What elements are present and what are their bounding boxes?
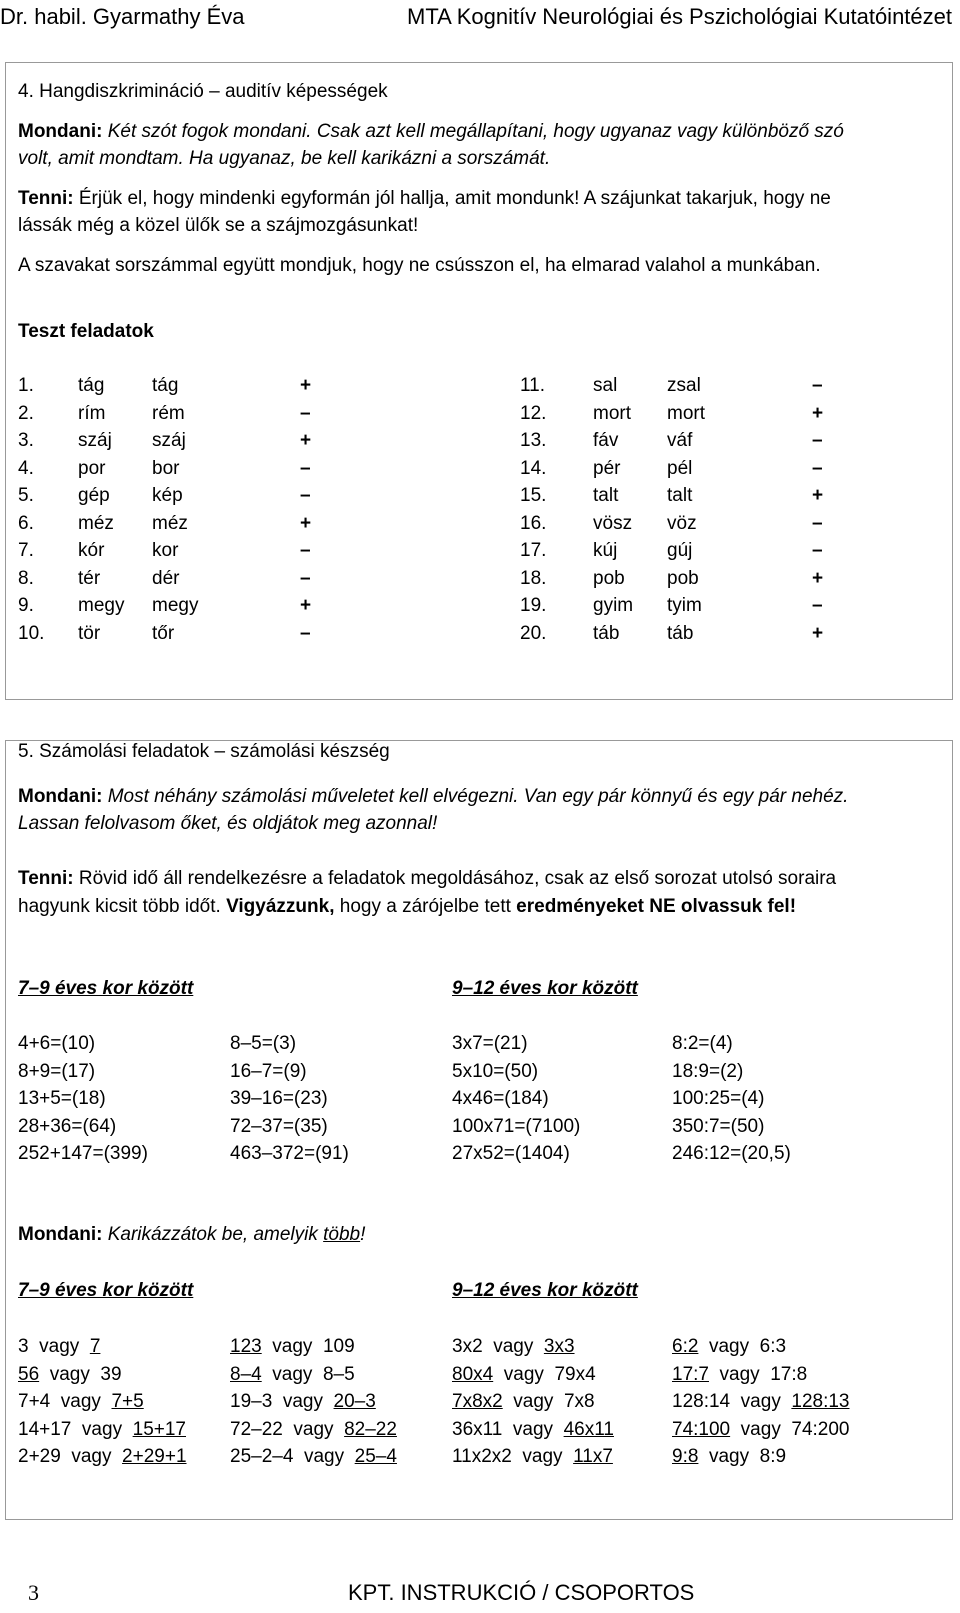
word-a: gyim [593,595,634,616]
compare-option-b: 82–22 [344,1418,397,1440]
compare-item [18,1419,186,1441]
compare-option-a: 6:2 [672,1336,699,1357]
tenni-line-2: lássák még a közel ülők se a szájmozgásunkat! [18,215,419,236]
vagy-text: vagy [71,1418,133,1440]
tenni-text-1: Érjük el, hogy mindenki egyformán jól hallja, amit mondunk! A szájunkat takarjuk, hogy ne [78,188,831,209]
word-b: megy [152,595,199,616]
item-number: 6. [18,512,34,534]
item-number: 3. [18,430,34,451]
compare-option-b: 109 [322,1336,355,1357]
compare-option-b: 7 [89,1336,101,1357]
compare-option-b: 3x3 [543,1336,575,1357]
compare-option-b: 6:3 [759,1336,787,1357]
tenni-line-1 [18,188,831,210]
calc-item: 72–37=(35) [230,1115,328,1137]
answer-sign: + [300,375,312,396]
compare-option-a: 7+4 [18,1391,51,1412]
calc-item: 463–372=(91) [230,1143,349,1164]
compare-option-a: 3x2 [452,1336,483,1357]
compare-option-a: 9:8 [672,1446,699,1467]
item-number: 20. [520,622,547,644]
item-number: 13. [520,430,547,451]
compare-item [18,1336,100,1358]
vagy-text: vagy [60,1446,123,1467]
item-number: 7. [18,540,34,561]
word-b: rém [152,402,185,424]
vagy-text: vagy [50,1391,112,1412]
section-4-title: 4. Hangdiszkrimináció – auditív képességek [18,81,388,102]
word-a: száj [78,430,112,451]
compare-option-b: 11x7 [573,1446,613,1467]
calc-item: 27x52=(1404) [452,1143,570,1164]
word-pair-list [6,375,952,655]
compare-option-b: 39 [100,1363,122,1385]
calc-item: 5x10=(50) [452,1060,539,1082]
answer-sign: – [812,595,823,616]
compare-option-a: 25–2–4 [230,1446,294,1467]
age-old-2-text: 9–12 éves kor között [452,1280,638,1301]
compare-item [452,1391,595,1413]
header-author: Dr. habil. Gyarmathy Éva [0,4,245,29]
calc-item: 4x46=(184) [452,1088,549,1109]
compare-option-b: 25–4 [354,1446,397,1467]
word-b: tyim [667,595,702,616]
answer-sign: – [812,430,823,451]
calc-item: 16–7=(9) [230,1060,307,1082]
word-b: méz [152,512,188,534]
calc-item: 39–16=(23) [230,1088,328,1109]
answer-sign: – [300,567,311,589]
page-header [0,2,960,34]
answer-sign: – [300,622,311,644]
answer-sign: + [812,622,824,644]
mondani-line-1 [18,121,844,143]
word-a: tör [78,622,101,644]
word-b: dér [152,567,180,589]
vagy-text: vagy [482,1336,544,1357]
vagy-text: vagy [708,1363,771,1385]
mondani-compare-text [108,1224,366,1245]
compare-option-b: 7x8 [563,1391,595,1412]
compare-item [672,1446,786,1468]
compare-option-b: 128:13 [791,1391,850,1412]
compare-item [230,1391,376,1413]
compare-option-b: 46x11 [563,1418,614,1440]
word-b: táb [667,622,694,644]
vagy-text: vagy [261,1336,323,1357]
age-young-2-text: 7–9 éves kor között [18,1280,194,1301]
word-a: rím [78,402,106,424]
item-number: 8. [18,567,34,589]
compare-list [6,1336,952,1476]
calc-item: 8–5=(3) [230,1033,297,1054]
vagy-text: vagy [511,1446,574,1467]
item-number: 9. [18,595,34,616]
compare-option-b: 79x4 [554,1363,596,1385]
vagy-text: vagy [261,1363,323,1385]
answer-sign: – [300,457,311,479]
word-b: bor [152,457,180,479]
item-number: 4. [18,457,34,479]
compare-option-a: 56 [18,1363,40,1385]
word-b: váf [667,430,693,451]
tenni-5-line-1 [18,868,836,890]
word-a: tér [78,567,101,589]
mondani-compare-label: Mondani: [18,1224,103,1245]
age-group-old [452,978,638,1000]
section-5-box [5,740,953,1520]
answer-sign: + [812,567,824,589]
word-a: vösz [593,512,633,534]
tenni-5-emphasis: eredményeket NE olvassuk fel! [516,896,797,917]
compare-option-a: 11x2x2 [452,1446,512,1467]
vagy-text: vagy [282,1418,345,1440]
answer-sign: – [300,540,311,561]
answer-sign: + [300,512,312,534]
mondani-compare-underline: több [323,1224,361,1245]
compare-item [18,1364,122,1386]
compare-item [452,1364,596,1386]
compare-item [230,1419,397,1441]
word-b: mort [667,402,705,424]
vagy-text: vagy [730,1391,792,1412]
item-number: 5. [18,485,34,506]
compare-item [672,1364,807,1386]
page-number: 3 [28,1580,39,1605]
compare-option-a: 36x11 [452,1418,503,1440]
item-number: 2. [18,402,34,424]
calc-item: 252+147=(399) [18,1143,148,1164]
answer-sign: – [300,485,311,506]
answer-sign: + [812,485,824,506]
tenni-5-text-2c: hogy a zárójelbe tett [339,896,511,917]
word-a: mort [593,402,631,424]
vagy-text: vagy [493,1363,555,1385]
calc-list [6,1033,952,1173]
vagy-text: vagy [698,1446,760,1467]
word-b: vöz [667,512,697,534]
answer-sign: – [812,457,823,479]
instruction-note: A szavakat sorszámmal együtt mondjuk, hogy ne csússzon el, ha elmarad valahol a munkában. [18,255,821,276]
tenni-label: Tenni: [18,188,74,209]
calc-item: 100:25=(4) [672,1088,765,1109]
mondani-5-line-1 [18,786,848,808]
compare-option-b: 15+17 [132,1418,186,1440]
compare-option-a: 123 [230,1336,262,1357]
tenni-5-warning: Vigyázzunk, [226,896,335,917]
compare-option-b: 2+29+1 [122,1446,187,1467]
item-number: 10. [18,622,45,644]
mondani-compare-text-a: Karikázzátok be, amelyik [107,1224,324,1245]
compare-option-b: 74:200 [791,1418,850,1440]
word-b: pob [667,567,699,589]
answer-sign: – [812,512,823,534]
calc-item: 4+6=(10) [18,1033,96,1054]
item-number: 19. [520,595,547,616]
mondani-text-1: Két szót fogok mondani. Csak azt kell megállapítani, hogy ugyanaz vagy különböző szó [107,121,844,142]
compare-item [672,1336,786,1358]
vagy-text: vagy [293,1446,355,1467]
compare-option-b: 8:9 [759,1446,787,1467]
word-a: méz [78,512,114,534]
tenni-5-label: Tenni: [18,868,74,889]
item-number: 17. [520,540,547,561]
section-4-box [5,62,953,700]
item-number: 1. [18,375,34,396]
word-a: pob [593,567,625,589]
compare-option-b: 17:8 [770,1363,808,1385]
vagy-text: vagy [272,1391,334,1412]
header-institute: MTA Kognitív Neurológiai és Pszichológiai Kutatóintézet [407,4,952,29]
word-a: talt [593,485,619,506]
compare-item [452,1336,575,1358]
compare-item [18,1446,187,1468]
item-number: 18. [520,567,547,589]
calc-item: 13+5=(18) [18,1088,106,1109]
compare-option-a: 8–4 [230,1363,262,1385]
calc-item: 246:12=(20,5) [672,1143,791,1164]
tenni-5-text-1: Rövid idő áll rendelkezésre a feladatok megoldásához, csak az első sorozat utolsó soraira [78,868,837,889]
word-b: tőr [152,622,175,644]
word-a: tág [78,375,105,396]
word-a: fáv [593,430,619,451]
compare-option-b: 8–5 [322,1363,355,1385]
word-a: táb [593,622,620,644]
age-group-old-2 [452,1280,638,1302]
vagy-text: vagy [698,1336,760,1357]
word-a: kór [78,540,105,561]
calc-item: 18:9=(2) [672,1060,744,1082]
compare-option-a: 14+17 [18,1418,72,1440]
word-a: megy [78,595,125,616]
calc-item: 8:2=(4) [672,1033,733,1054]
age-group-young-2 [18,1280,193,1302]
item-number: 12. [520,402,547,424]
answer-sign: – [300,402,311,424]
compare-option-a: 19–3 [230,1391,273,1412]
section-5-title: 5. Számolási feladatok – számolási készség [18,741,390,762]
vagy-text: vagy [28,1336,90,1357]
calc-item: 28+36=(64) [18,1115,117,1137]
word-b: kor [152,540,179,561]
word-a: kúj [593,540,618,561]
answer-sign: + [300,595,312,616]
word-b: pél [667,457,693,479]
item-number: 14. [520,457,547,479]
word-b: tág [152,375,179,396]
compare-item [672,1391,850,1413]
compare-option-a: 74:100 [672,1418,731,1440]
compare-option-b: 20–3 [333,1391,376,1412]
mondani-text-2: volt, amit mondtam. Ha ugyanaz, be kell karikázni a sorszámát. [18,148,551,169]
compare-option-a: 2+29 [18,1446,61,1467]
word-a: sal [593,375,618,396]
test-title-text: Teszt feladatok [18,321,154,342]
page-footer [0,1580,960,1610]
word-b: száj [152,430,186,451]
calc-item: 3x7=(21) [452,1033,528,1054]
vagy-text: vagy [502,1391,564,1412]
compare-option-a: 7x8x2 [452,1391,503,1412]
tenni-5-line-2 [18,896,796,918]
test-title [18,321,154,343]
item-number: 15. [520,485,547,506]
word-b: talt [667,485,693,506]
word-a: por [78,457,106,479]
mondani-compare [18,1224,365,1246]
word-b: kép [152,485,183,506]
compare-option-a: 3 [18,1336,29,1357]
mondani-5-label: Mondani: [18,786,103,807]
compare-item [672,1419,850,1441]
word-b: gúj [667,540,693,561]
mondani-5-text-1: Most néhány számolási műveletet kell elvégezni. Van egy pár könnyű és egy pár nehéz. [107,786,849,807]
mondani-line-2 [18,148,550,170]
compare-item [230,1364,355,1386]
calc-item: 8+9=(17) [18,1060,96,1082]
mondani-compare-end: ! [360,1224,366,1245]
word-a: pér [593,457,621,479]
compare-option-a: 17:7 [672,1363,709,1385]
compare-item [452,1419,614,1441]
age-old-text: 9–12 éves kor között [452,978,638,999]
calc-item: 350:7=(50) [672,1115,765,1137]
footer-text: KPT. INSTRUKCIÓ / CSOPORTOS [348,1580,695,1605]
compare-option-a: 72–22 [230,1418,283,1440]
compare-item [230,1336,355,1358]
calc-item: 100x71=(7100) [452,1115,581,1137]
item-number: 16. [520,512,547,534]
compare-item [18,1391,144,1413]
answer-sign: – [812,375,823,396]
compare-item [230,1446,397,1468]
vagy-text: vagy [502,1418,564,1440]
compare-option-b: 7+5 [111,1391,144,1412]
tenni-5-text-2a: hagyunk kicsit több időt. [18,896,221,917]
mondani-5-line-2 [18,813,437,835]
age-group-young [18,978,193,1000]
item-number: 11. [520,375,546,396]
word-a: gép [78,485,110,506]
answer-sign: + [812,402,824,424]
vagy-text: vagy [39,1363,101,1385]
answer-sign: + [300,430,312,451]
vagy-text: vagy [730,1418,792,1440]
word-b: zsal [667,375,701,396]
age-young-text: 7–9 éves kor között [18,978,194,999]
answer-sign: – [812,540,823,561]
mondani-label: Mondani: [18,121,103,142]
compare-option-a: 80x4 [452,1363,494,1385]
compare-option-a: 128:14 [672,1391,731,1412]
compare-item [452,1446,613,1468]
mondani-5-text-2: Lassan felolvasom őket, és oldjátok meg azonnal! [18,813,438,834]
